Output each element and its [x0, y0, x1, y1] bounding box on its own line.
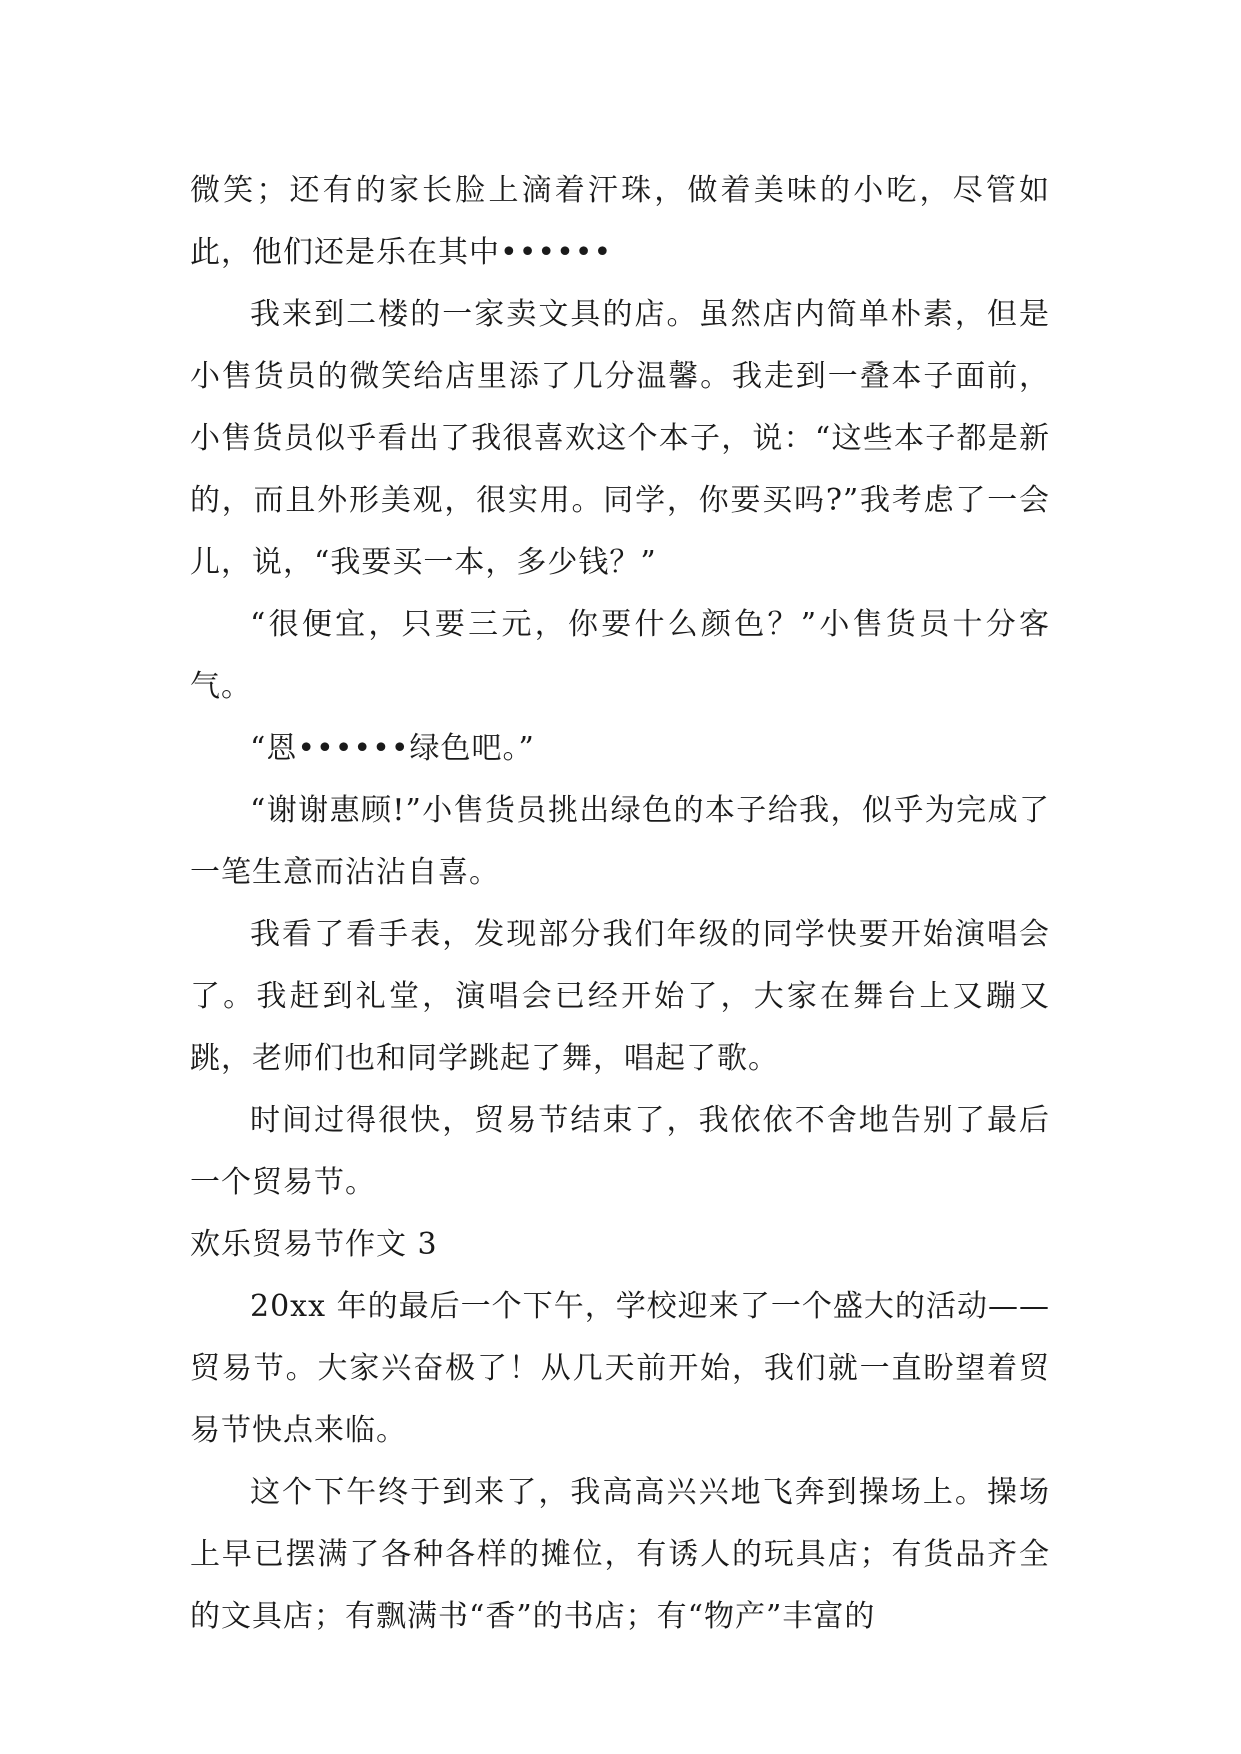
paragraph: “恩••••••绿色吧。” — [250, 731, 535, 766]
paragraph: 时间过得很快，贸易节结束了，我依依不舍地告别了最后一个贸易节。 — [190, 1103, 1050, 1200]
paragraph: 这个下午终于到来了，我高高兴兴地飞奔到操场上。操场上早已摆满了各种各样的摊位，有诱人的玩具店；有货品齐全的文具店；有飘满书“香”的书店；有“物产”丰富的 — [190, 1475, 1050, 1634]
paragraph: 微笑；还有的家长脸上滴着汗珠，做着美味的小吃，尽管如此，他们还是乐在其中•••••• — [190, 173, 1050, 270]
paragraph: “谢谢惠顾!”小售货员挑出绿色的本子给我，似乎为完成了一笔生意而沾沾自喜。 — [190, 793, 1050, 890]
paragraph: 我来到二楼的一家卖文具的店。虽然店内简单朴素，但是小售货员的微笑给店里添了几分温馨。我走到一叠本子面前，小售货员似乎看出了我很喜欢这个本子，说：“这些本子都是新的，而且外形美观，很实用。同学，你要买吗?”我考虑了一会儿，说，“我要买一本，多少钱？” — [190, 297, 1050, 580]
paragraph: 我看了看手表，发现部分我们年级的同学快要开始演唱会了。我赶到礼堂，演唱会已经开始了，大家在舞台上又蹦又跳，老师们也和同学跳起了舞，唱起了歌。 — [190, 917, 1050, 1076]
paragraph: “很便宜，只要三元，你要什么颜色？”小售货员十分客气。 — [190, 607, 1050, 704]
paragraph: 20xx 年的最后一个下午，学校迎来了一个盛大的活动——贸易节。大家兴奋极了！从几天前开始，我们就一直盼望着贸易节快点来临。 — [190, 1289, 1050, 1448]
document-page — [190, 160, 1050, 1648]
section-heading: 欢乐贸易节作文 3 — [190, 1227, 438, 1262]
